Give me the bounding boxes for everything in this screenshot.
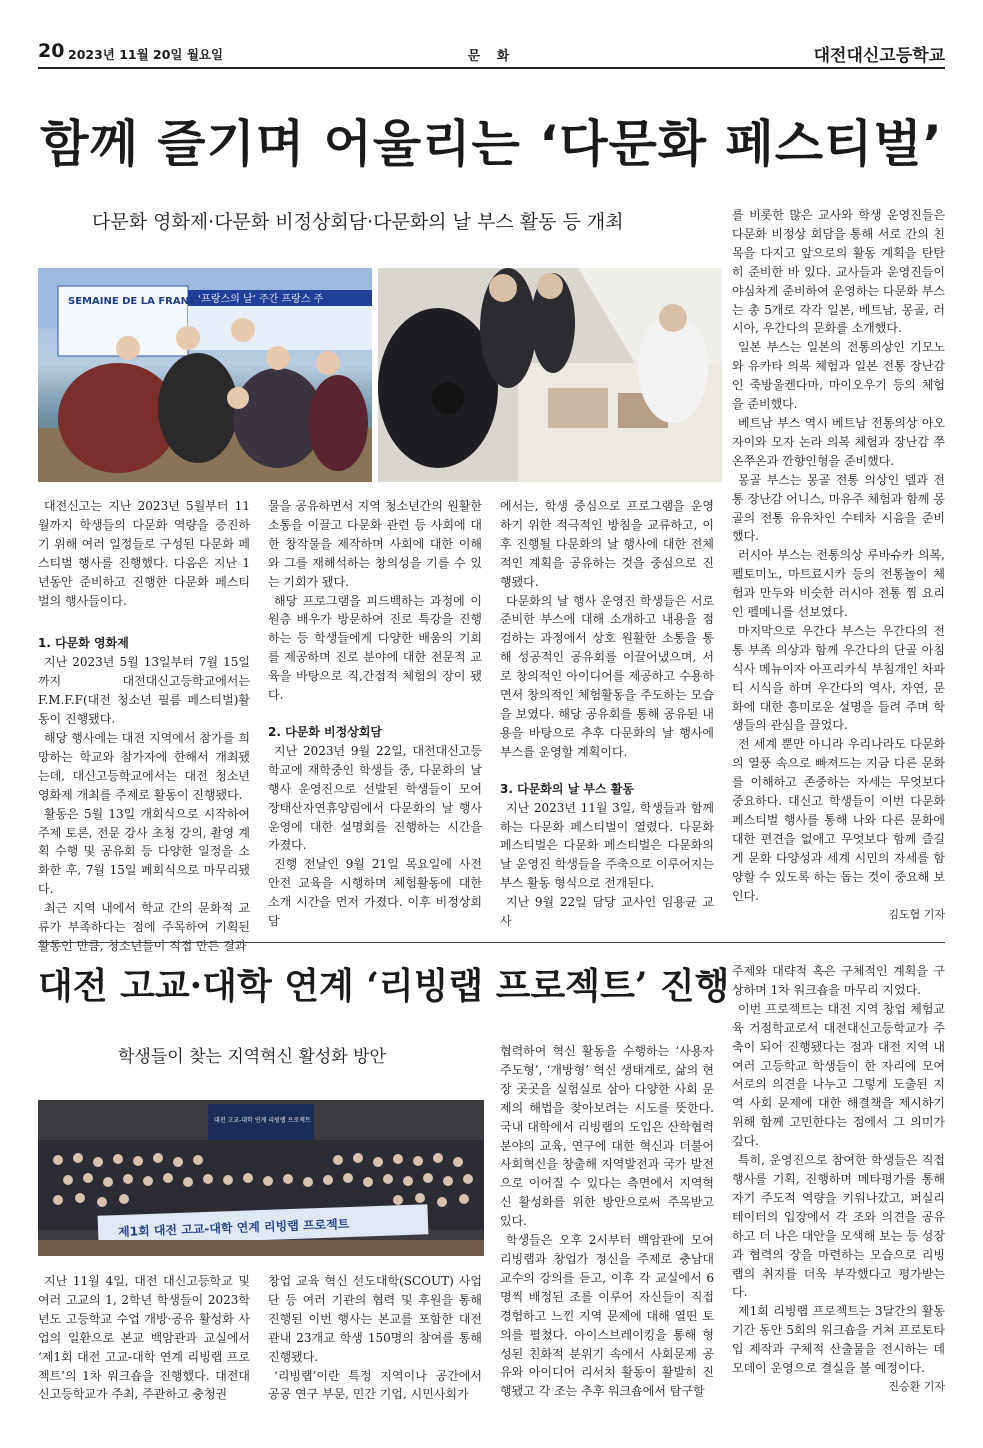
article-paragraph: ‘리빙랩’이란 특정 지역이나 공간에서 공공 연구 부문, 민간 기업, 시민사회가 <box>268 1368 482 1402</box>
article-paragraph: 특히, 운영진으로 참여한 학생들은 직접 행사를 기획, 진행하며 메타평가를 통해 자기 주도적 역량을 키워나갔고, 퍼실리테이터의 입장에서 각 조와 의견을 공유하고 더 나은 대안을 모색해 보는 등 성장과 협력의 장을 마련하는 모습으로 리빙랩의 취지를 더욱 부각했다고 평가받는다. <box>732 1153 945 1300</box>
booth-activity-photo <box>378 268 722 482</box>
article2-subtitle: 학생들이 찾는 지역혁신 활성화 방안 <box>118 1047 386 1067</box>
article-paragraph: 창업 교육 혁신 선도대학(SCOUT) 사업단 등 여러 기관의 협력 및 후원을 통해 진행된 이번 행사는 본교를 포함한 대전 관내 23개교 학생 150명의 참여를 통해 진행됐다. <box>268 1274 482 1364</box>
article-paragraph: 협력하여 혁신 활동을 수행하는 ‘사용자 주도형’, ‘개방형’ 혁신 생태계로, 삶의 현장 곳곳을 실험실로 삼아 다양한 사회 문제의 해법을 찾아보려는 시도를 뜻한다. 국내 대학에서 리빙랩의 도입은 산학협력 분야의 교육, 연구에 대한 혁신과 더불어 사회혁신을 창출해 지역발전과 국가 발전으로 이어질 수 있다는 측면에서 지역혁신 활성화를 위한 방안으로써 주목받고 있다. <box>500 1044 714 1229</box>
issue-date: 2023년 11월 20일 월요일 <box>68 47 224 62</box>
article-paragraph: 일본 부스는 일본의 전통의상인 기모노와 유카타 의복 체험과 일본 전통 장난감인 죽방울켄다마, 마이오우기 등의 체험을 준비했다. <box>732 340 945 412</box>
article-paragraph: 지난 11월 4일, 대전 대신고등학교 및 여러 고교의 1, 2학년 학생들이 2023학년도 고등학교 수업 개방·공유 활성화 사업의 일환으로 본교 백암관과 교실에서 ‘제1회 대전 고교-대학 연계 리빙랩 프로젝트’의 1차 워크숍을 진행했다. 대전대신고등학교가 주최, 주관하고 충청권 <box>38 1274 250 1402</box>
article-paragraph: 대전신고는 지난 2023년 5월부터 11월까지 학생들의 다문화 역량을 증진하기 위해 여러 일정들로 구성된 다문화 페스티벌 행사를 진행했다. 다음은 지난 1년동안 준비하고 진행한 다문화 페스티벌의 행사들이다. <box>38 499 250 608</box>
article-paragraph: 지난 9월 22일 담당 교사인 임용균 교사 <box>500 895 714 929</box>
screen-text: 대전 고교-대학 연계 리빙랩 프로젝트 <box>214 1117 311 1124</box>
article-paragraph: 를 비롯한 많은 교사와 학생 운영진들은 다문화 비정상 회담을 통해 서로 간의 친목을 다지고 앞으로의 활동 계획을 탄탄히 준비한 바 있다. 교사들과 운영진들이 야심차게 준비하여 운영하는 다문화 부스는 총 5개로 각각 일본, 베트남, 몽골, 러시아, 우간다의 문화를 소개했다. <box>732 208 945 336</box>
article1-byline: 김도협 기자 <box>888 907 945 921</box>
article-paragraph: 최근 지역 내에서 학교 간의 문화적 교류가 부족하다는 점에 주목하여 기획된 활동인 만큼, 청소년들이 직접 만든 결과 <box>38 901 250 953</box>
article2-column-3 <box>500 1042 714 1401</box>
article-paragraph: 진행 전날인 9월 21일 목요일에 사전 안전 교육을 시행하며 체험활동에 대한 소개 시간을 먼저 가졌다. 이후 비정상회담 <box>268 857 482 929</box>
festival-costume-photo <box>38 268 372 482</box>
article-divider <box>38 942 945 943</box>
article-paragraph: 해당 행사에는 대전 지역에서 참가를 희망하는 학교와 참가자에 한해서 개최됐는데, 대신고등학교에서는 대전 청소년 영화제 개최를 주제로 활동이 진행됐다. <box>38 730 250 802</box>
article-paragraph: 마지막으로 우간다 부스는 우간다의 전통 부족 의상과 함께 우간다의 단골 아침 식사 메뉴이자 아프리카식 부침개인 차파티 시식을 하며 우간다의 역사, 자연, 문화에 대한 흥미로운 설명을 들려 주며 학생들의 관심을 끌었다. <box>732 623 945 733</box>
section-heading: 3. 다문화의 날 부스 활동 <box>500 781 634 796</box>
article-paragraph: 러시아 부스는 전통의상 루바슈카 의복, 펠토미노, 마트료시카 등의 전통놀이 체험과 만두와 비슷한 러시아 전통 찜 요리인 펠메니를 선보였다. <box>732 548 945 620</box>
article-paragraph: 학생들은 오후 2시부터 백암관에 모여 리빙랩과 창업가 정신을 주제로 충남대 교수의 강의를 듣고, 이후 각 교실에서 6명씩 배정된 조를 이루어 자신들이 직접 경험하고 느낀 지역 문제에 대해 열띤 토의를 펼쳤다. 아이스브레이킹을 통해 형성된 친화적 분위기 속에서 사회문제 공유와 아이디어 리서치 활동이 활발히 진행됐고 각 조는 추후 워크숍에서 탐구할 <box>500 1233 714 1399</box>
article2-headline: 대전 고교·대학 연계 ‘리빙랩 프로젝트’ 진행 <box>38 965 730 1007</box>
article-paragraph: 지난 2023년 9월 22일, 대전대신고등학교에 재학중인 학생들 중, 다문화의 날 행사 운영진으로 선발된 학생들이 모여 장태산자연휴양림에서 다문화의 날 행사 운영에 대한 설명회를 진행하는 시간을 가졌다. <box>268 743 482 853</box>
banner-text: ‘프랑스의 날’ 주간 프랑스 주 <box>198 294 324 305</box>
article1-column-3 <box>500 497 714 931</box>
article-paragraph: 지난 2023년 5월 13일부터 7월 15일까지 대전대신고등학교에서는 F.M.F.F(대전 청소년 필름 페스티벌)활동이 진행됐다. <box>38 655 250 727</box>
article-paragraph: 지난 2023년 11월 3일, 학생들과 함께하는 다문화 페스티벌이 열렸다. 다문화 페스티벌은 다문화 페스티벌은 다문화의 날 운영진 학생들을 주축으로 이루어지는 부스 활동 형식으로 전개된다. <box>500 800 714 891</box>
article2-column-4 <box>732 962 945 1397</box>
article-paragraph: 주제와 대략적 혹은 구체적인 계획을 구상하며 1차 워크숍을 마무리 지었다. <box>732 964 945 997</box>
group-photo-illustration <box>38 1100 484 1256</box>
article-paragraph: 활동은 5월 13일 개회식으로 시작하여 주제 토론, 전문 강사 초청 강의, 촬영 계획 수행 및 공유회 등 다양한 일정을 소화한 후, 7월 15일 폐회식으로 마무리됐다. <box>38 806 250 897</box>
header-rule <box>38 67 945 69</box>
page-number: 20 <box>38 40 65 62</box>
banner-logo-text: SEMAINE DE LA FRANCE <box>68 296 204 307</box>
article1-headline: 함께 즐기며 어울리는 ‘다문화 페스티벌’ <box>40 115 943 173</box>
article-paragraph: 해당 프로그램을 피드백하는 과정에 이원층 배우가 방문하여 진로 특강을 진행하는 등 학생들에게 다양한 배움의 기회를 제공하며 진로 분야에 대한 전문적 교육을 바탕으로 직,간접적 체험의 장이 됐다. <box>268 593 482 703</box>
article-paragraph: 전 세계 뿐만 아니라 우리나라도 다문화의 열풍 속으로 빠져드는 지금 다른 문화를 이해하고 존중하는 자세는 무엇보다 중요하다. 대신고 학생들이 이번 다문화 페스티벌 행사를 통해 나와 다른 문화에 대한 편견을 없애고 무엇보다 함께 즐길 게 문화 다양성과 세계 시민의 자세를 함양할 수 있도록 하는 돕는 것이 중요해 보인다. <box>732 737 945 903</box>
festival-costume-illustration <box>38 268 372 482</box>
section-name: 문 화 <box>467 49 516 64</box>
article1-column-4 <box>732 206 945 924</box>
article1-subtitle: 다문화 영화제·다문화 비정상회담·다문화의 날 부스 활동 등 개최 <box>92 211 624 233</box>
article2-column-1 <box>38 1272 250 1404</box>
article2-byline: 진승환 기자 <box>888 1379 945 1393</box>
article-paragraph: 몽골 부스는 몽골 전통 의상인 델과 전통 장난감 어니스, 마유주 체험과 함께 몽골의 전통 유유차인 수테차 시음을 준비했다. <box>732 472 945 544</box>
article1-column-1 <box>38 497 250 956</box>
section-heading: 1. 다문화 영화제 <box>38 636 129 651</box>
article-paragraph: 에서는, 학생 중심으로 프로그램을 운영하기 위한 적극적인 방침을 교류하고, 이후 진행될 다문화의 날 행사에 대한 전체적인 계획을 공유하는 것을 중심으로 진행됐다. <box>500 499 714 589</box>
publication-name: 대전대신고등학교 <box>813 46 945 66</box>
article-paragraph: 제1회 리빙랩 프로젝트는 3달간의 활동 기간 동안 5회의 워크숍을 거쳐 프로토타입 제작과 구체적 산출물을 전시하는 데모데이 운영으로 결실을 볼 예정이다. <box>732 1304 945 1376</box>
article2-column-2 <box>268 1272 482 1404</box>
article-paragraph: 다문화의 날 행사 운영진 학생들은 서로 준비한 부스에 대해 소개하고 내용을 점검하는 과정에서 상호 원활한 소통을 통해 성공적인 공유회를 이끌어냈으며, 서로 창의적인 아이디어를 제공하고 수용하면서 창의적인 체험활동을 주도하는 모습을 보였다. 해당 공유회를 통해 공유된 내용을 바탕으로 추후 다문화의 날 행사에 부스를 운영할 계획이다. <box>500 593 714 759</box>
article-paragraph: 베트남 부스 역시 베트남 전통의상 아오자이와 모자 논라 의복 체험과 장난감 쭈온쭈온과 깐향인형을 준비했다. <box>732 415 945 468</box>
article-paragraph: 물을 공유하면서 지역 청소년간의 원활한 소통을 이끌고 다문화 관련 등 사회에 대한 창작물을 제작하며 사회에 대한 이해와 그를 재해석하는 창의성을 기를 수 있는 기회가 됐다. <box>268 499 482 589</box>
article1-column-2 <box>268 497 482 931</box>
living-lab-group-photo <box>38 1100 484 1256</box>
page-header <box>38 38 945 66</box>
booth-activity-illustration <box>378 268 722 482</box>
article-paragraph: 이번 프로젝트는 대전 지역 창업 체험교육 거점학교로서 대전대신고등학교가 주축이 되어 진행됐다는 점과 대전 지역 내 여러 고등학교 학생들이 한 자리에 모여 서로의 의견을 나누고 그렇게 도출된 지역 사회 문제에 대한 해결책을 제시하기 위해 함께 고민한다는 점에서 그 의미가 깊다. <box>732 1001 945 1149</box>
section-heading: 2. 다문화 비정상회담 <box>268 724 383 739</box>
banner-text: 제1회 대전 고교-대학 연계 리빙랩 프로젝트 <box>117 1216 350 1240</box>
